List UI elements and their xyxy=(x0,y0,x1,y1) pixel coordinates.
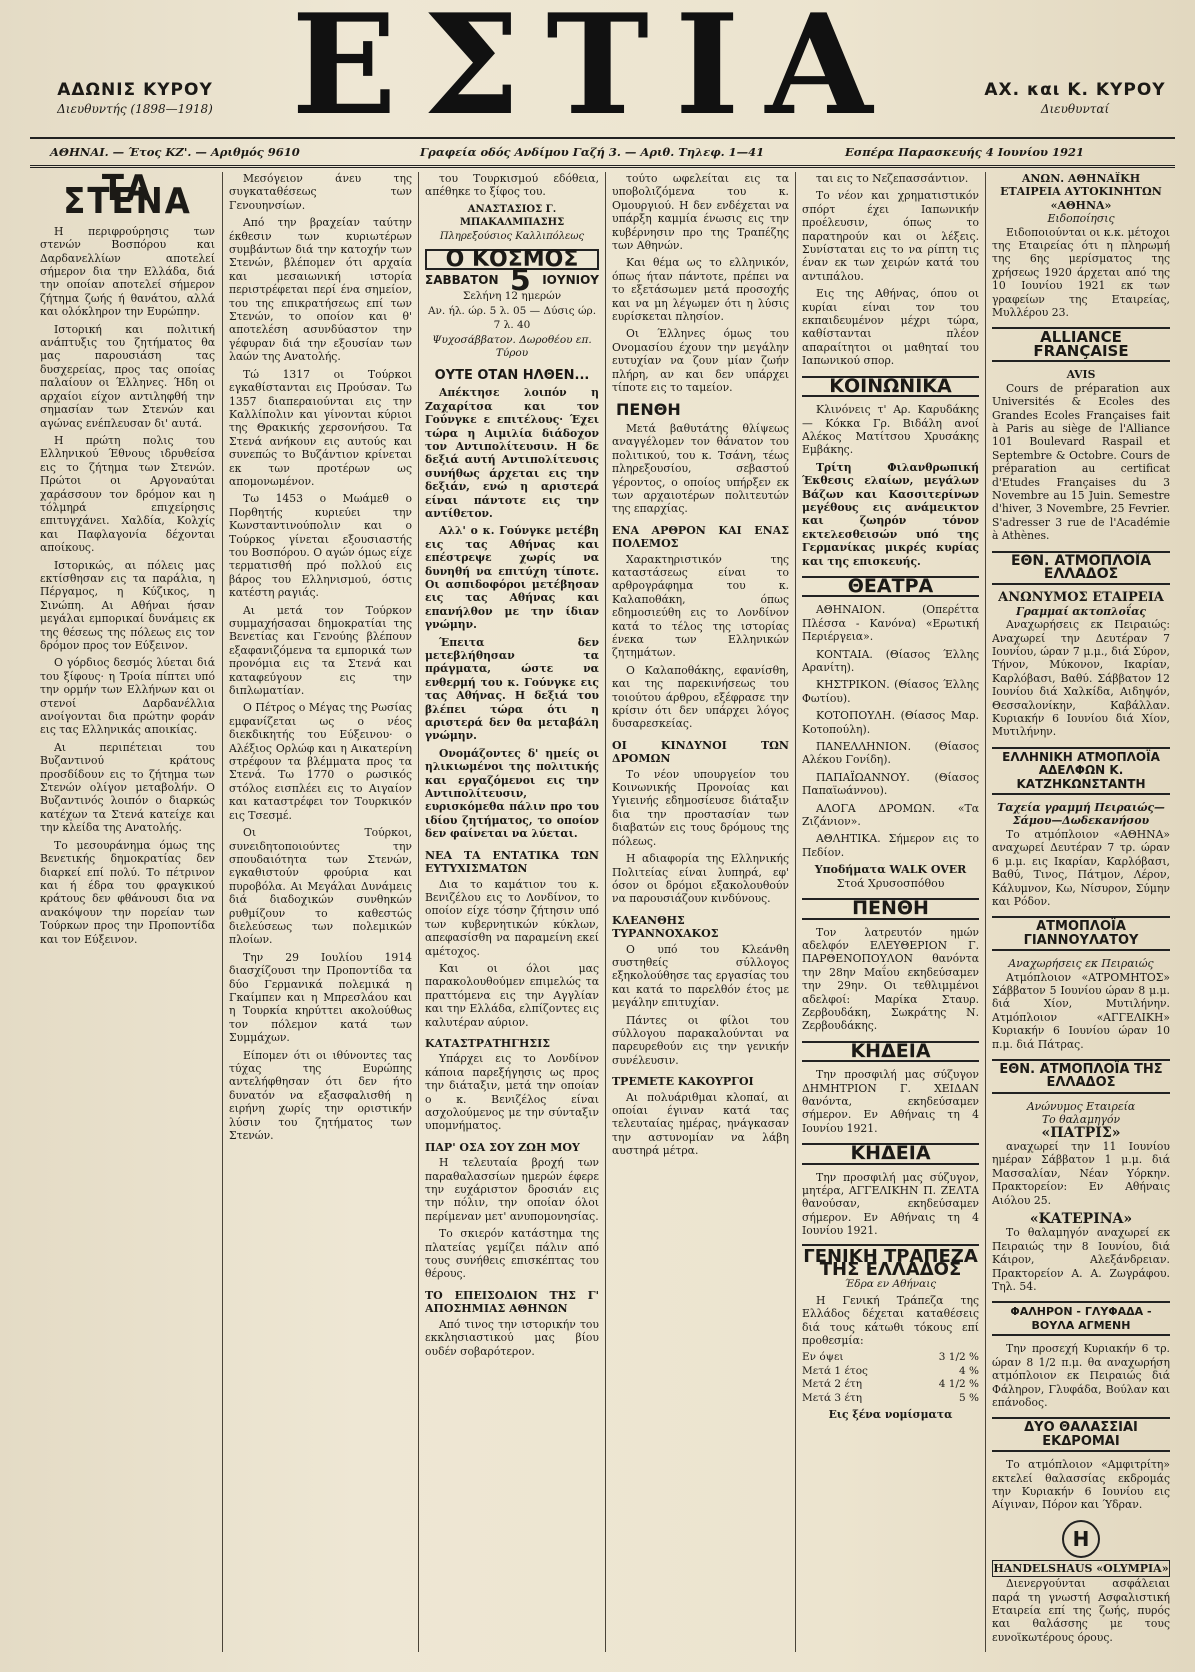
article-paragraph: Αλλ' ο κ. Γούνγκε μετέβη εις τας Αθήνας και επέστρεψε χωρίς να δυνηθή να επιτύχη τίποτε. Οι ασπιδοφόροι μετέβησαν εις τας Αθήνας και επανήλθον με την ίδιαν γνώμην. xyxy=(425,524,599,632)
article-paragraph: του Τουρκισμού εδόθεια, απέθηκε το ξίφος του. xyxy=(425,172,599,199)
handelshaus-logo-icon: H xyxy=(1062,1520,1100,1558)
theatre-item: ΑΛΟΓΑ ΔΡΟΜΩΝ. «Τα Ζιζάνιον». xyxy=(802,801,979,829)
ad-sub: Ανώνυμος Εταιρεία xyxy=(1026,1099,1136,1113)
article-paragraph: Ιστορικώς, αι πόλεις μας εκτίσθησαν εις τα παράλια, η Πέργαμος, η Κύζικος, η Σινώπη. Αι Αθήναι ήσαν μεγάλαι εμπορικαί δυνάμεις εκ της θέσεως της πόλεως εις τον δρόμον προς τον Εύξεινον. xyxy=(40,558,215,652)
ad-title: ΦΑΛΗΡΟΝ - ΓΛΥΦΑΔΑ - ΒΟΥΛΑ ΑΓΜΕΝΗ xyxy=(992,1301,1170,1336)
column-rule xyxy=(418,172,419,1652)
column-4 xyxy=(612,172,789,1652)
ad-title: ΑΝΩΝ. ΑΘΗΝΑΪΚΗ ΕΤΑΙΡΕΙΑ ΑΥΤΟΚΙΝΗΤΩΝ «ΑΘΗΝΑ» xyxy=(1000,172,1162,212)
article-paragraph: Δια το καμάτιον του κ. Βενιζέλου εις το Λονδίνον, το οποίον είχε τόσην ζήτησιν υπό των κυβερνητικών κύκλων, απεφασίσθη να παραμείνη εκεί αμέτοχος. xyxy=(425,877,599,958)
rate-label: Μετά 2 έτη xyxy=(802,1378,862,1391)
rate-value: 4 1/2 % xyxy=(938,1378,979,1391)
ad-sub: Ταχεία γραμμή Πειραιώς—Σάμου—Δωδεκανήσου xyxy=(997,801,1165,828)
article-paragraph: Το σκιερόν κατάστημα της πλατείας γεμίζει πάλιν από τους συνήθεις επισκέπτας του θέρους. xyxy=(425,1227,599,1281)
article-paragraph: Και οι όλοι μας παρακολουθούμεν επιμελώς τα πραττόμενα εις την Αγγλίαν και την Ελλάδα, ελπίζοντες εις καλυτέραν αύριον. xyxy=(425,961,599,1029)
ad-sub: Γραμμαί ακτοπλοΐας xyxy=(1016,604,1146,618)
article-paragraph: Αι πολυάριθμαι κλοπαί, αι οποίαι έγιναν κατά τας τελευταίας ημέρας, ηνάγκασαν την αστυνομίαν να λάβη αυστηρά μέτρα. xyxy=(612,1090,789,1158)
right-editor xyxy=(975,80,1175,116)
ad-text: Ειδοποιούνται οι κ.κ. μέτοχοι της Εταιρείας ότι η πληρωμή της 6ης μερίσματος της χρήσεως 1920 άρχεται από της 10 Ιουνίου 1921 εκ των γραφείων της Εταιρείας, Μυλλέρου 23. xyxy=(992,225,1170,320)
article-paragraph: Μεσόγειον άνευ της συγκαταθέσεως των Γενουηνσίων. xyxy=(229,172,412,212)
article-paragraph: Αι περιπέτειαι του Βυζαντινού κράτους προσδίδουν εις το ζήτημα των Στενών ολίγον μεταβολήν. Ο Βυζαντινός λοιπόν ο διαρκώς κατέχων τα Στενά κατείχε και την κλείδα της Ανατολής. xyxy=(40,740,215,835)
ad-text: Cours de préparation aux Universités & Ecoles des Grandes Ecoles Françaises fait à Paris au siège de l'Alliance 101 Boulevard Raspail et Septembre & Octobre. Cours de préparation au certificat d'Etudes Françaises du 3 Novembre au 15 Juin. Semestre d'hiver, 3 Novembre, 25 Fevrier. S'adresser 3 rue de l'Académie à Athènes. xyxy=(992,381,1170,543)
article-paragraph: Η τελευταία βροχή των παραθαλασσίων ημερών έφερε την ευχάριστον δροσιάν εις την πόλιν, την οποίαν όλοι περίμεναν μετ' ανυπομονησίας. xyxy=(425,1156,599,1223)
notice-text: Την προσφιλή μας σύζυγον ΔΗΜΗΤΡΙΟΝ Γ. ΧΕΙΔΑΝ θανόντα, εκηδεύσαμεν σήμερον. Εν Αθήναις τη 4 Ιουνίου 1921. xyxy=(802,1068,979,1135)
ad-title: ΕΘΝ. ΑΤΜΟΠΛΟΪΑ ΤΗΣ ΕΛΛΑΔΟΣ xyxy=(992,1059,1170,1094)
article-paragraph: Ιστορική και πολιτική ανάπτυξις του ζητήματος θα μας παρουσιάση τας δυσχερείας, προς τας οποίας παλαίουν οι Έλληνες. Ήδη οι αρχαίοι είχον αντιληφθή την σημασίαν των Στενών και αγώνας ενέπλευσαν δι' αυτά. xyxy=(40,322,215,430)
article-paragraph: Πάντες οι φίλοι του σύλλογου παρακαλούνται να παρευρεθούν εις την γενικήν συνέλευσιν. xyxy=(612,1013,789,1067)
article-paragraph: ται εις το Νεζεπασσάντιον. xyxy=(816,172,969,185)
section-title-kosmos: Ο ΚΟΣΜΟΣ xyxy=(425,249,599,270)
article-paragraph: Κλινόνεις τ' Αρ. Καρυδάκης — Κόκκα Γρ. Βιδάλη ανοί Αλέκος Ματίτσου Χρυσάκης Εμβάκης. xyxy=(802,403,979,457)
ad-title: ΔΥΟ ΘΑΛΑΣΣΙΑΙ ΕΚΔΡΟΜΑΙ xyxy=(992,1417,1170,1452)
article-paragraph: Οι Έλληνες όμως του Ονομασίου έχουν την μεγάλην ευτυχίαν να ζουν μίαν ζωήν πλήρη, αν και δεν υπάρχει τίποτε εις το ταμείον. xyxy=(612,327,789,395)
saints-info: Ψυχοσάββατον. Δωροθέου επ. Τύρου xyxy=(432,334,592,360)
theatre-item: ΠΑΠΑΪΩΑΝΝΟΥ. (Θίασος Παπαϊωάννου). xyxy=(802,770,979,798)
column-rule xyxy=(605,172,606,1652)
subheadline: ΤΟ ΕΠΕΙΣΟΔΙΟΝ ΤΗΣ Γ' ΑΠΟΣΗΜΙΑΣ ΑΘΗΝΩΝ xyxy=(425,1288,599,1316)
column-6 xyxy=(992,172,1170,1652)
ad-title: HANDELSHAUS «OLYMPIA» xyxy=(992,1560,1170,1577)
theatre-item: ΑΘΗΝΑΙΟΝ. (Οπερέττα Πλέσσα - Κανόνα) «Ερωτική Περιέργεια». xyxy=(802,603,979,644)
rate-label: Μετά 1 έτος xyxy=(802,1364,868,1377)
ad-text: Το ατμόπλοιον «ΑΘΗΝΑ» αναχωρεί Δευτέραν 7 τρ. ώραν 6 μ.μ. εις Ικαρίαν, Καρλόβασι, Βαθύ, Τινος, Πάτμον, Λέρον, Κάλυμνον, Κω, Νίσυρον, Σύμην και Ρόδον. xyxy=(992,827,1170,908)
notice-text: Τον λατρευτόν ημών αδελφόν ΕΛΕΥΘΕΡΙΟΝ Γ. ΠΑΡΘΕΝΟΠΟΥΛΟΝ θανόντα την 28ην Μαΐου εκηδεύσαμεν την 29ην. Οι τεθλιμμένοι αδελφοί: Μαρίκα Σταυρ. Ζερβουδάκη, Σωκράτης Ν. Ζερβουδάκης. xyxy=(802,925,979,1033)
rate-value: 4 % xyxy=(959,1364,979,1377)
issue-date: Εσπέρα Παρασκευής 4 Ιουνίου 1921 xyxy=(845,145,1085,159)
bank-title: ΓΕΝΙΚΗ ΤΡΑΠΕΖΑ ΤΗΣ ΕΛΛΑΔΟΣ xyxy=(803,1245,978,1281)
article-paragraph: Μετά βαθυτάτης θλίψεως αναγγέλομεν τον θάνατον του πολιτικού, του κ. Τσάνη, τέως πληρεξουσίου, σεβαστού γέροντος, ο οποίος υπήρξεν εκ των αρχαιοτέρων πολιτευτών της επαρχίας. xyxy=(612,421,789,516)
theatre-item: ΚΟΤΟΠΟΥΛΗ. (Θίασος Μαρ. Κοτοπούλη). xyxy=(802,709,979,736)
bank-rate-row xyxy=(802,1378,979,1391)
column-rule xyxy=(795,172,796,1652)
article-paragraph: Η αδιαφορία της Ελληνικής Πολιτείας είναι λυπηρά, εφ' όσον οι δρόμοι εξακολουθούν να παρουσιάζουν κινδύνους. xyxy=(612,852,789,906)
ad-sub: AVIS xyxy=(1066,368,1096,382)
masthead xyxy=(0,0,1195,146)
column-5 xyxy=(802,172,979,1652)
subheadline: ΤΡΕΜΕΤΕ ΚΑΚΟΥΡΓΟΙ xyxy=(612,1075,754,1089)
ad-text: Διενεργούνται ασφάλειαι παρά τη γνωστή Ασφαλιστική Εταιρεία επί της ζωής, πυρός και θαλάσσης με τους ευνοϊκωτέρους όρους. xyxy=(992,1577,1170,1644)
notice-text: Την προσφιλή μας σύζυγον, μητέρα, ΑΓΓΕΛΙΚΗΝ Π. ΖΕΛΤΑ θανούσαν, εκηδεύσαμεν σήμερον. Εν Αθήναις τη 4 Ιουνίου 1921. xyxy=(802,1170,979,1238)
article-paragraph: Το μεσουράνημα όμως της Βενετικής δημοκρατίας δεν διαρκεί επί πολύ. Το πέτρινον και ή έδρα του φραγκικού κράτους δεν φθάνουσι δια να ανακόψουν την πορείαν των Τούρκων προς την Προποντίδα και τον Εύξεινον. xyxy=(40,838,215,946)
article-paragraph: Ο Καλαποθάκης, εφανίσθη, και της παρεκινήσεως του τοιούτου άρθρου, εξέφρασε την κρίσιν ότι δεν υπάρχει λόγος δυσαρεσκείας. xyxy=(612,663,789,731)
ad-title: ΕΛΛΗΝΙΚΗ ΑΤΜΟΠΛΟΪΑ ΑΔΕΛΦΩΝ Κ. ΚΑΤΖΗΚΩΝΣΤΑΝΤΗ xyxy=(992,747,1170,795)
theatra-title: ΘΕΑΤΡΑ xyxy=(802,576,979,597)
subheadline: ΚΑΤΑΣΤΡΑΤΗΓΗΣΙΣ xyxy=(425,1036,551,1050)
ad-sub: Αναχωρήσεις εκ Πειραιώς xyxy=(1008,957,1154,971)
right-editor-name: ΑΧ. και Κ. ΚΥΡΟΥ xyxy=(984,80,1166,100)
ad-sub: Το θαλαμηγόν xyxy=(1041,1113,1121,1127)
byline-sub: Πληρεξούσιος Καλλιπόλεως xyxy=(439,230,585,242)
subheadline: ΝΕΑ ΤΑ ΕΝΤΑΤΙΚΑ ΤΩΝ ΕΥΤΥΧΙΣΜΑΤΩΝ xyxy=(425,848,599,876)
article-paragraph: Η πρώτη πολις του Ελληνικού Έθνους ιδρυθείσα εις το ζήτημα των Στενών. Πρώτοι οι Αργοναύται χαράσσουν τον δρόμον και η τόλμηρά επιχείρησις επιτυγχάνει. Χαλδία, Κολχίς και Παφλαγονία δέχονται αποίκους. xyxy=(40,433,215,555)
issue-number: ΑΘΗΝΑΙ. — Έτος ΚΖ'. — Αριθμός 9610 xyxy=(50,145,300,159)
bank-rate-row xyxy=(802,1392,979,1405)
ad-text: Ατμόπλοιον «ΑΤΡΟΜΗΤΟΣ» Σάββατον 5 Ιουνίου ώραν 8 μ.μ. διά Χίον, Μυτιλήνην. Ατμόπλοιον «ΑΓΓΕΛΙΚΗ» Κυριακήν 6 Ιουνίου ώραν 10 π.μ. διά Πάτρας. xyxy=(992,970,1170,1051)
ad-text: Την προσεχή Κυριακήν 6 τρ. ώραν 8 1/2 π.μ. θα αναχωρήση ατμόπλοιον εκ Πειραιώς διά Φάληρον, Γλυφάδα, Βούλαν και επάνοδος. xyxy=(992,1342,1170,1409)
bank-rate-row xyxy=(802,1351,979,1364)
info-bar xyxy=(30,137,1175,168)
ad-sub: Ειδοποίησις xyxy=(1047,212,1115,226)
newspaper-title: ΕΣΤΙΑ xyxy=(291,0,899,146)
rate-label: Εν όψει xyxy=(802,1351,844,1364)
ad-title: ALLIANCE FRANÇAISE xyxy=(992,327,1170,362)
penthi-title: ΠΕΝΘΗ xyxy=(616,399,681,419)
day-name: ΣΑΒΒΑΤΟΝ xyxy=(425,273,499,288)
ship-name: «ΠΑΤΡΙΣ» xyxy=(1041,1124,1121,1141)
kideia-title: ΚΗΔΕΙΑ xyxy=(802,1041,979,1062)
article-paragraph: Υπάρχει εις το Λονδίνον κάποια παρεξήγησις ως προς την διάταξιν, μετά την οποίαν ο κ. Βενιζέλος είναι ασχολούμενος με την σύνταξιν υπομνήματος. xyxy=(425,1052,599,1133)
theatre-item: ΠΑΝΕΛΛΗΝΙΟΝ. (Θίασος Αλέκου Γονίδη). xyxy=(802,740,979,767)
left-editor xyxy=(40,80,230,116)
bank-rate-row xyxy=(802,1365,979,1378)
subheadline: ΠΑΡ' ΟΣΑ ΣΟΥ ΖΩΗ ΜΟΥ xyxy=(425,1140,580,1154)
article-paragraph: Ο Πέτρος ο Μέγας της Ρωσίας εμφανίζεται ως ο νέος διεκδικητής του Εύξεινου· ο Αλέξιος Ορλώφ και η Αικατερίνη στρέφουν τα βλέμματα προς τα Στενά. Τω 1770 ο ρωσικός στόλος εισπλέει εις το Αιγαίον και καταστρέφει τον Τουρκικόν εις Τσεσμέ. xyxy=(229,701,412,822)
theatre-item: ΑΘΛΗΤΙΚΑ. Σήμερον εις το Πεδίον. xyxy=(802,832,979,859)
left-editor-sub: Διευθυντής (1898—1918) xyxy=(57,102,213,116)
left-editor-name: ΑΔΩΝΙΣ ΚΥΡΟΥ xyxy=(57,80,213,100)
article-paragraph: Από την βραχείαν ταύτην έκθεσιν των κυριωτέρων συμβάντων διά την κατοχήν των Στενών, βλέπομεν ότι αρχαία και μεσαιωνική ιστορία περιστρέφεται περί ένα σημείον, του της επικρατήσεως επί των Στενών, το οποίον και θ' αποτελέση ασυνδύαστον την γέφυραν διά την εξουσίαν των λαών της Ανατολής. xyxy=(229,216,412,364)
article-paragraph: Τρίτη Φιλανθρωπική Έκθεσις ελαίων, μεγάλων Βάζων και Κασσιτερίνων μεγέθους εις ανάμεικτον και ζωηρόν τόνον εκτελεσθεισών υπό της Γερμανίκας μικρές κυρίας και της επισκευής. xyxy=(802,460,979,568)
ad-title: ΑΤΜΟΠΛΟΪΑ ΓΙΑΝΝΟΥΛΑΤΟΥ xyxy=(992,916,1170,951)
subheadline: ΕΝΑ ΑΡΘΡΟΝ ΚΑΙ ΕΝΑΣ ΠΟΛΕΜΟΣ xyxy=(612,523,789,551)
ship-name: «ΚΑΤΕΡΙΝΑ» xyxy=(1029,1211,1133,1228)
article-paragraph: Τω 1453 ο Μωάμεθ ο Πορθητής κυριεύει την Κωνσταντινούπολιν και ο Τούρκος γίνεται εξουσιαστής του Βοσπόρου. Ο αγών όμως είχε τερματισθή πρό πολλού εις βάρος του Ελληνισμού, όστις κατέστη ραγιάς. xyxy=(229,492,412,600)
column-rule xyxy=(222,172,223,1652)
column-2 xyxy=(229,172,412,1652)
kideia-title: ΚΗΔΕΙΑ xyxy=(802,1143,979,1164)
right-editor-sub: Διευθυνταί xyxy=(1040,102,1110,116)
moon-info: Σελήνη 12 ημερών xyxy=(462,289,562,302)
article-paragraph: Και θέμα ως το ελληνικόν, όπως ήταν πάντοτε, πρέπει να το εξετάσωμεν μετά προσοχής και να μη λέγωμεν ότι η λύσις ευρίσκεται πλησίον. xyxy=(612,256,789,324)
rate-value: 3 1/2 % xyxy=(938,1351,979,1364)
column-3 xyxy=(425,172,599,1652)
article-paragraph: Την 29 Ιουλίου 1914 διασχίζουσι την Προποντίδα τα δύο Γερμανικά πολεμικά η Γκαίμπεν και η Μπρεσλάου και η Τουρκία κηρύττει ακολούθως τον πόλεμον κατά των Συμμάχων. xyxy=(229,950,412,1045)
article-paragraph: Χαρακτηριστικόν της καταστάσεως είναι το αρθρογράφημα του κ. Καλαποθάκη, όπως εδημοσιεύθη εις το Λονδίνον κατά το τέλος της ιστορίας ένεκα των Ελληνικών ζητημάτων. xyxy=(612,552,789,660)
ad-title: ΕΘΝ. ΑΤΜΟΠΛΟΪΑ ΕΛΛΑΔΟΣ xyxy=(992,551,1170,586)
byline: ΑΝΑΣΤΑΣΙΟΣ Γ. ΜΠΑΚΑΛΜΠΑΣΗΣ xyxy=(459,203,565,229)
theatre-item: ΚΗΣΤΡΙΚΟΝ. (Θίασος Έλλης Φωτίου). xyxy=(802,678,979,705)
article-paragraph: Απέκτησε λοιπόν η Ζαχαρίτσα και τον Γούνγκε ε επιτέλους· Έχει τώρα η Αιμιλία διάδοχον τον Αντιπολίτευσιν. Η δε δεξιά αυτή Αντιπολίτευσις συνήθως άρχεται εις την δεξιάν, ενώ η αριστερά είναι πάντοτε εις την αντίθετον. xyxy=(425,386,599,520)
article-paragraph: τούτο ωφελείται εις τα υποβολιζόμενα του κ. Ομουργιού. Η δεν ενδέχεται να υπάρξη καμμία ένωσις εις την κυβέρνησιν προ της Τραπέζης των Αθηνών. xyxy=(612,172,789,253)
day-number: 5 xyxy=(509,263,531,299)
rate-label: Μετά 3 έτη xyxy=(802,1391,862,1404)
article-paragraph: Τώ 1317 οι Τούρκοι εγκαθίστανται εις Προύσαν. Τω 1357 διαπεραιούνται εις την Καλλίπολιν και γίνονται κύριοι της Θρακικής χερσονήσου. Τα Στενά ανήκουν εις αυτούς και συνεπώς το Βυζάντιον κρίνεται εκ των προτέρων ως απομονωμένον. xyxy=(229,367,412,488)
ad-text: αναχωρεί την 11 Ιουνίου ημέραν Σάββατον 1 μ.μ. διά Μασσαλίαν, Νέαν Υόρκην. Πρακτορείον: Εν Αθήναις Αιόλου 25. xyxy=(992,1140,1170,1207)
sun-info: Αν. ήλ. ώρ. 5 λ. 05 — Δύσις ώρ. 7 λ. 40 xyxy=(427,305,597,331)
article-title: ΟΥΤΕ ΟΤΑΝ ΗΛΘΕΝ... xyxy=(434,367,590,383)
article-paragraph: Από τινος την ιστορικήν του εκκλησιαστικού μας βίου ουδέν σοβαρότερον. xyxy=(425,1317,599,1358)
article-paragraph: Το νέον και χρηματιστικόν σπόρτ έχει Ιαπωνικήν προέλευσιν, όπως το παρατηρούν και οι λέξεις. Συνίσταται εις το να ρίπτη τις έναν εκ των χειρών κατά του αντιπάλου. xyxy=(802,189,979,283)
subheadline: ΚΛΕΑΝΘΗΣ ΤΥΡΑΝΝΟΧΑΚΟΣ xyxy=(612,913,719,941)
article-paragraph: Οι Τούρκοι, συνειδητοποιούντες την σπουδαιότητα των Στενών, εγκαθιστούν φρούρια και πυροβόλα. Αι Μεγάλαι Δυνάμεις διά διαδοχικών συνθηκών ρυθμίζουν το καθεστώς διελεύσεως των πολεμικών πλοίων. xyxy=(229,826,412,947)
rate-value: 5 % xyxy=(959,1391,979,1404)
article-paragraph: Έπειτα δεν μετεβλήθησαν τα πράγματα, ώστε να ενθερμή του κ. Γούνγκε εις τας Αθήνας. Η δεξιά του βλέπει τώρα ότι η αριστερά δεν θα μεταβάλη γνώμην. xyxy=(425,635,599,743)
month-name: ΙΟΥΝΙΟΥ xyxy=(542,273,599,288)
subheadline: ΟΙ ΚΙΝΔΥΝΟΙ ΤΩΝ ΔΡΟΜΩΝ xyxy=(612,738,789,766)
walkover-ad: Υποδήματα WALK OVER xyxy=(814,863,967,877)
article-paragraph: Η περιφρούρησις των στενών Βοσπόρου και Δαρδανελλίων αποτελεί σήμερον δια την Ελλάδα, διά την οποίαν αποτελεί σήμερον ζήτημα ζωής ή θανάτου, αλλά και ολόκληρον την Ευρώπην. xyxy=(40,224,215,319)
article-paragraph: Ο υπό του Κλεάνθη συστηθείς σύλλογος εξηκολούθησε τας εργασίας του και κατά το παρελθόν έτος με μεγάλην επιτυχίαν. xyxy=(612,942,789,1010)
theatre-item: ΚΟΝΤΑΙΑ. (Θίασος Έλλης Αρανίτη). xyxy=(802,647,979,674)
office-address: Γραφεία οδός Ανδίμου Γαζή 3. — Αριθ. Τηλεφ. 1—41 xyxy=(420,145,765,159)
article-paragraph: Ο γόρδιος δεσμός λύεται διά του ξίφους· η Τροία πίπτει υπό την ορμήν των Ελλήνων και οι στενοί Δαρδανέλλια ανοίγονται δια πρώτην φοράν εις τας Ελληνικάς αποικίας. xyxy=(40,656,215,737)
column-1 xyxy=(40,172,215,1652)
ad-text: Το ατμόπλοιον «Αμφιτρίτη» εκτελεί θαλασσίας εκδρομάς την Κυριακήν 6 Ιουνίου εις Αίγιναν, Πόρον και Ύδραν. xyxy=(992,1458,1170,1512)
article-paragraph: Το νέον υπουργείον του Κοινωνικής Προνοίας και Υγιεινής εδημοσίευσε διάταξιν δια την προστασίαν των διαβατών εις τους δρόμους της πόλεως. xyxy=(612,767,789,848)
bank-intro: Η Γενική Τράπεζα της Ελλάδος δέχεται καταθέσεις διά τους κάτωθι τόκους επί προθεσμία: xyxy=(802,1293,979,1348)
walkover-ad-sub: Στοά Χρυσοσπόθου xyxy=(836,876,945,890)
headline-ta-stena: ΤΑ ΣΤΕΝΑ xyxy=(63,172,192,223)
penthi-title: ΠΕΝΘΗ xyxy=(802,898,979,919)
bank-sub: Έδρα εν Αθήναις xyxy=(844,1278,937,1291)
koinonika-title: ΚΟΙΝΩΝΙΚΑ xyxy=(802,376,979,397)
article-paragraph: Είπομεν ότι οι ιθύνοντες τας τύχας της Ευρώπης αντελήφθησαν ότι δεν ήτο δυνατόν να εξασφαλισθή η ειρήνη χωρίς την οριστικήν λύσιν του ζητήματος των Στενών. xyxy=(229,1048,412,1143)
ad-text: Το θαλαμηγόν αναχωρεί εκ Πειραιώς την 8 Ιουνίου, διά Κάιρον, Αλεξάνδρειαν. Πρακτορείον Α. Α. Ζωγράφου. Τηλ. 54. xyxy=(992,1226,1170,1294)
bank-foot: Εις ξένα νομίσματα xyxy=(828,1408,953,1422)
article-paragraph: Ονομάζοντες δ' ημείς οι ηλικιωμένοι της πολιτικής και εργαζόμενοι εις την Αντιπολίτευσιν, ευρισκόμεθα πάλιν προ του ιδίου ζητήματος, το οποίον δεν φαίνεται να λύεται. xyxy=(425,746,599,841)
ad-sub: ΑΝΩΝΥΜΟΣ ΕΤΑΙΡΕΙΑ xyxy=(998,590,1164,606)
article-paragraph: Εις της Αθήνας, όπου οι κυρίαι είναι τον του εκπαιδευμένον μέχρι τώρα, καθίστανται πλέον απαραίτητοι οι μαθηταί του Ιαπωνικού σπορ. xyxy=(802,287,979,368)
column-rule xyxy=(985,172,986,1652)
ad-text: Αναχωρήσεις εκ Πειραιώς: Αναχωρεί την Δευτέραν 7 Ιουνίου, ώραν 7 μ.μ., διά Σύρον, Τήνον, Μύκονον, Ικαρίαν, Καρλόβασι, Βαθύ. Σάββατον 12 Ιουνίου διά Χαλκίδα, Αιδηψόν, Θεσσαλονίκην, Καβάλλαν. Κυριακήν 6 Ιουνίου διά Χίον, Μυτιλήνην. xyxy=(992,618,1170,739)
article-paragraph: Αι μετά τον Τούρκον συμμαχήσασαι δημοκρατίαι της Βενετίας και Γενούης βλέπουν εξαφανιζόμενα τα εμπορικά των προνόμια εις τα Στενά και καταφεύγουν εις την διπλωματίαν. xyxy=(229,603,412,698)
